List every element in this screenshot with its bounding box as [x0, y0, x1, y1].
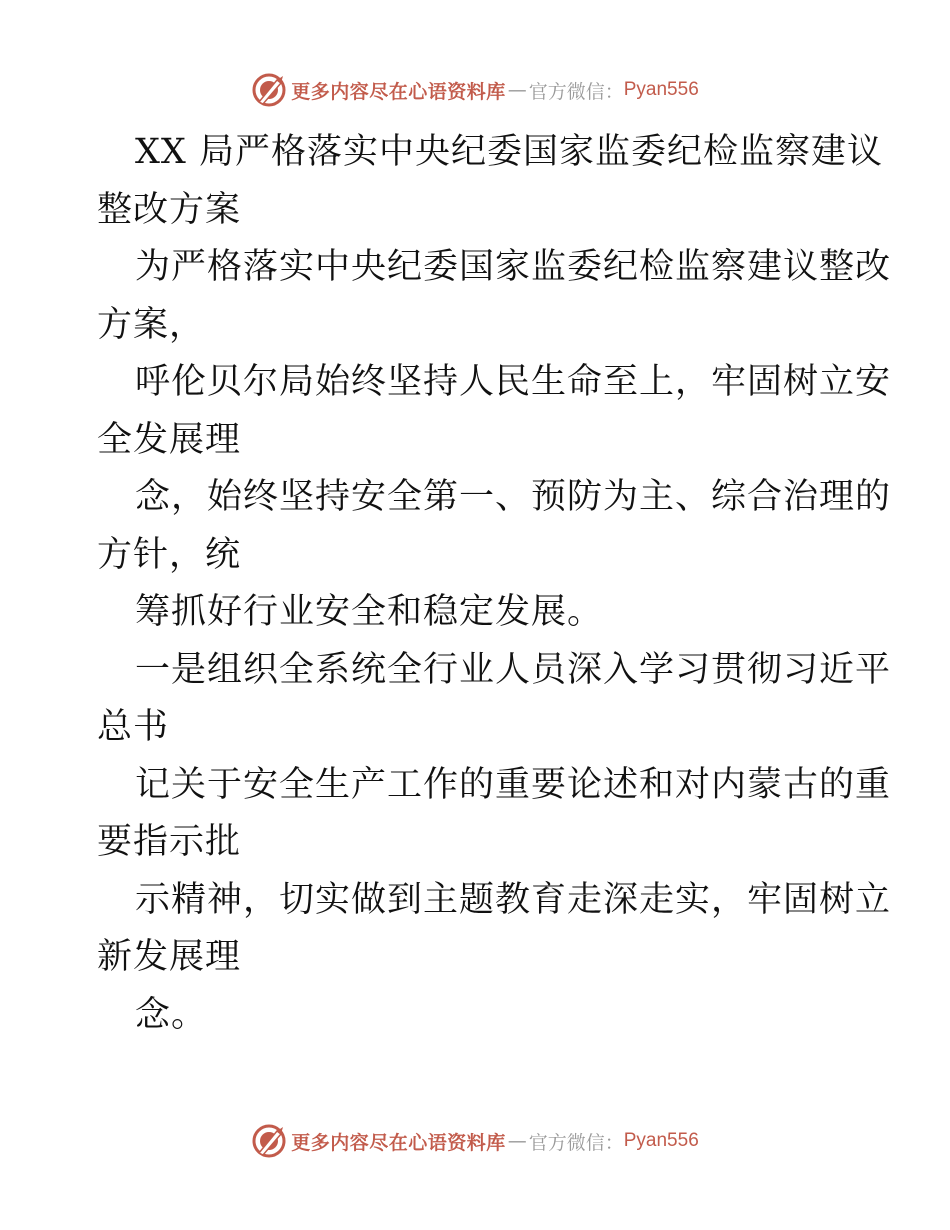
banner-dash: —	[507, 1130, 527, 1152]
doc-line: 方针，统	[97, 534, 242, 575]
doc-line: 一是组织全系统全行业人员深入学习贯彻习近平	[135, 649, 892, 690]
doc-line: 记关于安全生产工作的重要论述和对内蒙古的重	[135, 764, 892, 805]
pen-logo-icon	[251, 72, 287, 108]
doc-line: 呼伦贝尔局始终坚持人民生命至上，牢固树立安	[135, 362, 892, 402]
pen-logo-icon	[251, 1123, 287, 1159]
doc-line: 念。	[135, 994, 208, 1035]
banner-brand-text: 更多内容尽在心语资料库	[291, 80, 506, 103]
doc-line: 为严格落实中央纪委国家监委纪检监察建议整改	[135, 247, 892, 287]
banner-brand-text: 更多内容尽在心语资料库	[291, 1131, 506, 1154]
banner-wechat-label: 官方微信：	[528, 80, 624, 103]
banner-wechat-label: 官方微信：	[528, 1131, 624, 1154]
footer-watermark-banner	[0, 1121, 950, 1161]
banner-wechat-id: Pyan556	[623, 1130, 699, 1151]
doc-line: 念，始终坚持安全第一、预防为主、综合治理的	[135, 477, 892, 517]
doc-line: 示精神，切实做到主题教育走深走实，牢固树立	[135, 879, 892, 920]
doc-line: 全发展理	[97, 419, 242, 460]
banner-dash: —	[507, 79, 527, 101]
doc-line: 筹抓好行业安全和稳定发展。	[135, 592, 604, 632]
doc-line: 总书	[97, 707, 170, 747]
banner-wechat-id: Pyan556	[623, 79, 699, 100]
doc-line: 整改方案	[97, 189, 242, 230]
doc-line: 要指示批	[97, 822, 242, 862]
doc-line: 新发展理	[97, 937, 242, 977]
header-watermark-banner	[0, 70, 950, 110]
doc-line: XX 局严格落实中央纪委国家监委纪检监察建议	[135, 132, 883, 172]
document-body	[97, 124, 892, 1044]
doc-line: 方案，	[97, 304, 206, 345]
